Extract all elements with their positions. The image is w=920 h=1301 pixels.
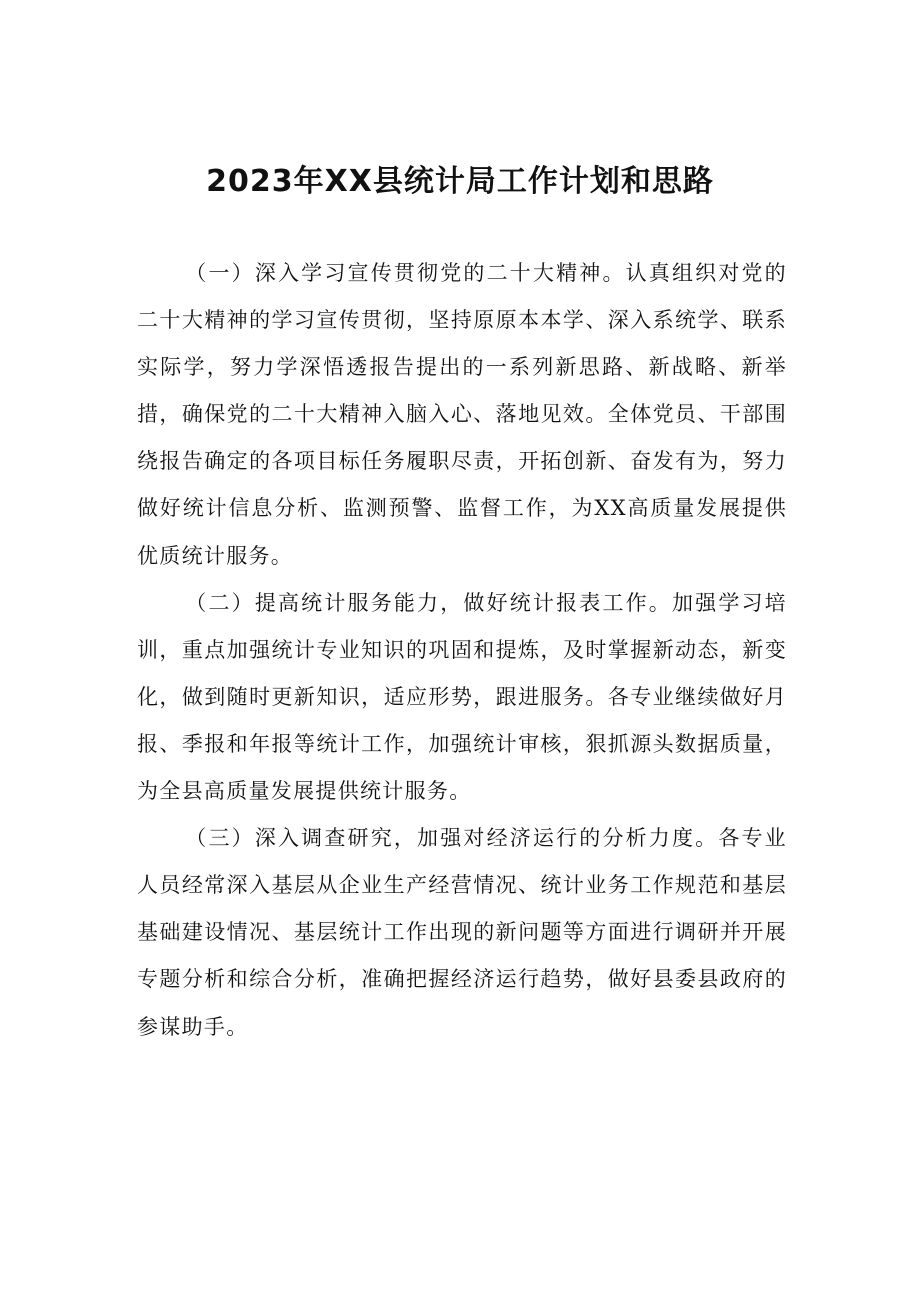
document-title: 2023年XX县统计局工作计划和思路: [206, 164, 714, 199]
paragraph-2: （二）提高统计服务能力，做好统计报表工作。加强学习培训，重点加强统计专业知识的巩固和提炼，及时掌握新动态，新变化，做到随时更新知识，适应形势，跟进服务。各专业继续做好月报、季报和年报等统计工作，加强统计审核，狠抓源头数据质量，为全县高质量发展提供统计服务。: [137, 590, 787, 804]
paragraph-1: （一）深入学习宣传贯彻党的二十大精神。认真组织对党的二十大精神的学习宣传贯彻，坚持原原本本学、深入系统学、联系实际学，努力学深悟透报告提出的一系列新思路、新战略、新举措，确保党的二十大精神入脑入心、落地见效。全体党员、干部围绕报告确定的各项目标任务履职尽责，开拓创新、奋发有为，努力做好统计信息分析、监测预警、监督工作，为XX高质量发展提供优质统计服务。: [137, 261, 787, 568]
document-body: [137, 250, 787, 1051]
paragraph-3: （三）深入调查研究，加强对经济运行的分析力度。各专业人员经常深入基层从企业生产经营情况、统计业务工作规范和基层基础建设情况、基层统计工作出现的新问题等方面进行调研并开展专题分析和综合分析，准确把握经济运行趋势，做好县委县政府的参谋助手。: [137, 826, 787, 1039]
